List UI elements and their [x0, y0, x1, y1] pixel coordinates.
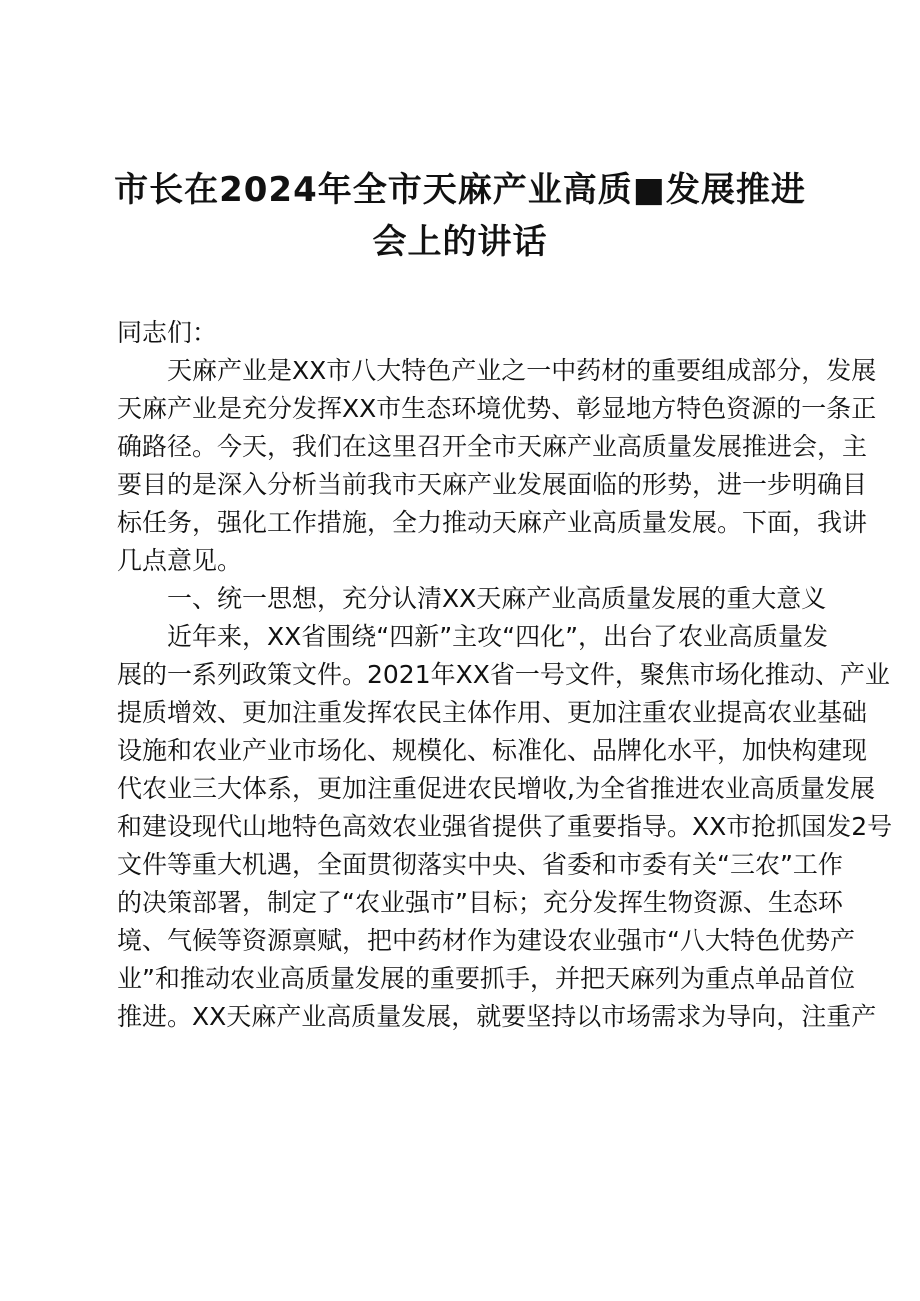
- title-line-2: 会上的讲话: [372, 222, 548, 262]
- section-heading: 一、统一思想，充分认清XX天麻产业高质量发展的重大意义: [167, 584, 827, 613]
- text-line: 境、气候等资源禀赋，把中药材作为建设农业强市“八大特色优势产: [117, 926, 855, 955]
- text-line: 几点意见。: [117, 546, 243, 575]
- text-line: 提质增效、更加注重发挥农民主体作用、更加注重农业提高农业基础: [117, 698, 868, 727]
- text-line: 设施和农业产业市场化、规模化、标准化、品牌化水平，加快构建现: [117, 736, 868, 765]
- text-line: 代农业三大体系，更加注重促进农民增收,为全省推进农业高质量发展: [117, 774, 875, 803]
- text-line: 业”和推动农业高质量发展的重要抓手，并把天麻列为重点单品首位: [117, 964, 855, 993]
- paragraph-intro: [117, 352, 877, 580]
- text-line: 近年来，XX省围绕“四新”主攻“四化”，出台了农业高质量发: [167, 622, 829, 651]
- paragraph-section-1: [117, 618, 893, 1036]
- text-line: 要目的是深入分析当前我市天麻产业发展面临的形势，进一步明确目: [117, 470, 868, 499]
- text-line: 和建设现代山地特色高效农业强省提供了重要指导。XX市抢抓国发2号: [117, 812, 893, 841]
- document-body: [117, 314, 893, 1036]
- text-line: 天麻产业是充分发挥XX市生态环境优势、彰显地方特色资源的一条正: [117, 394, 877, 423]
- text-line: 天麻产业是XX市八大特色产业之一中药材的重要组成部分，发展: [167, 356, 877, 385]
- text-line: 的决策部署，制定了“农业强市”目标；充分发挥生物资源、生态环: [117, 888, 843, 917]
- document-title: [100, 164, 820, 268]
- text-line: 文件等重大机遇，全面贯彻落实中央、省委和市委有关“三农”工作: [117, 850, 843, 879]
- title-line-1: 市长在2024年全市天麻产业高质■发展推进: [114, 170, 806, 210]
- salutation: 同志们：: [117, 318, 218, 347]
- text-line: 确路径。今天，我们在这里召开全市天麻产业高质量发展推进会，主: [117, 432, 868, 461]
- text-line: 展的一系列政策文件。2021年XX省一号文件，聚焦市场化推动、产业: [117, 660, 890, 689]
- text-line: 标任务，强化工作措施，全力推动天麻产业高质量发展。下面，我讲: [117, 508, 868, 537]
- text-line: 推进。XX天麻产业高质量发展，就要坚持以市场需求为导向，注重产: [117, 1002, 877, 1031]
